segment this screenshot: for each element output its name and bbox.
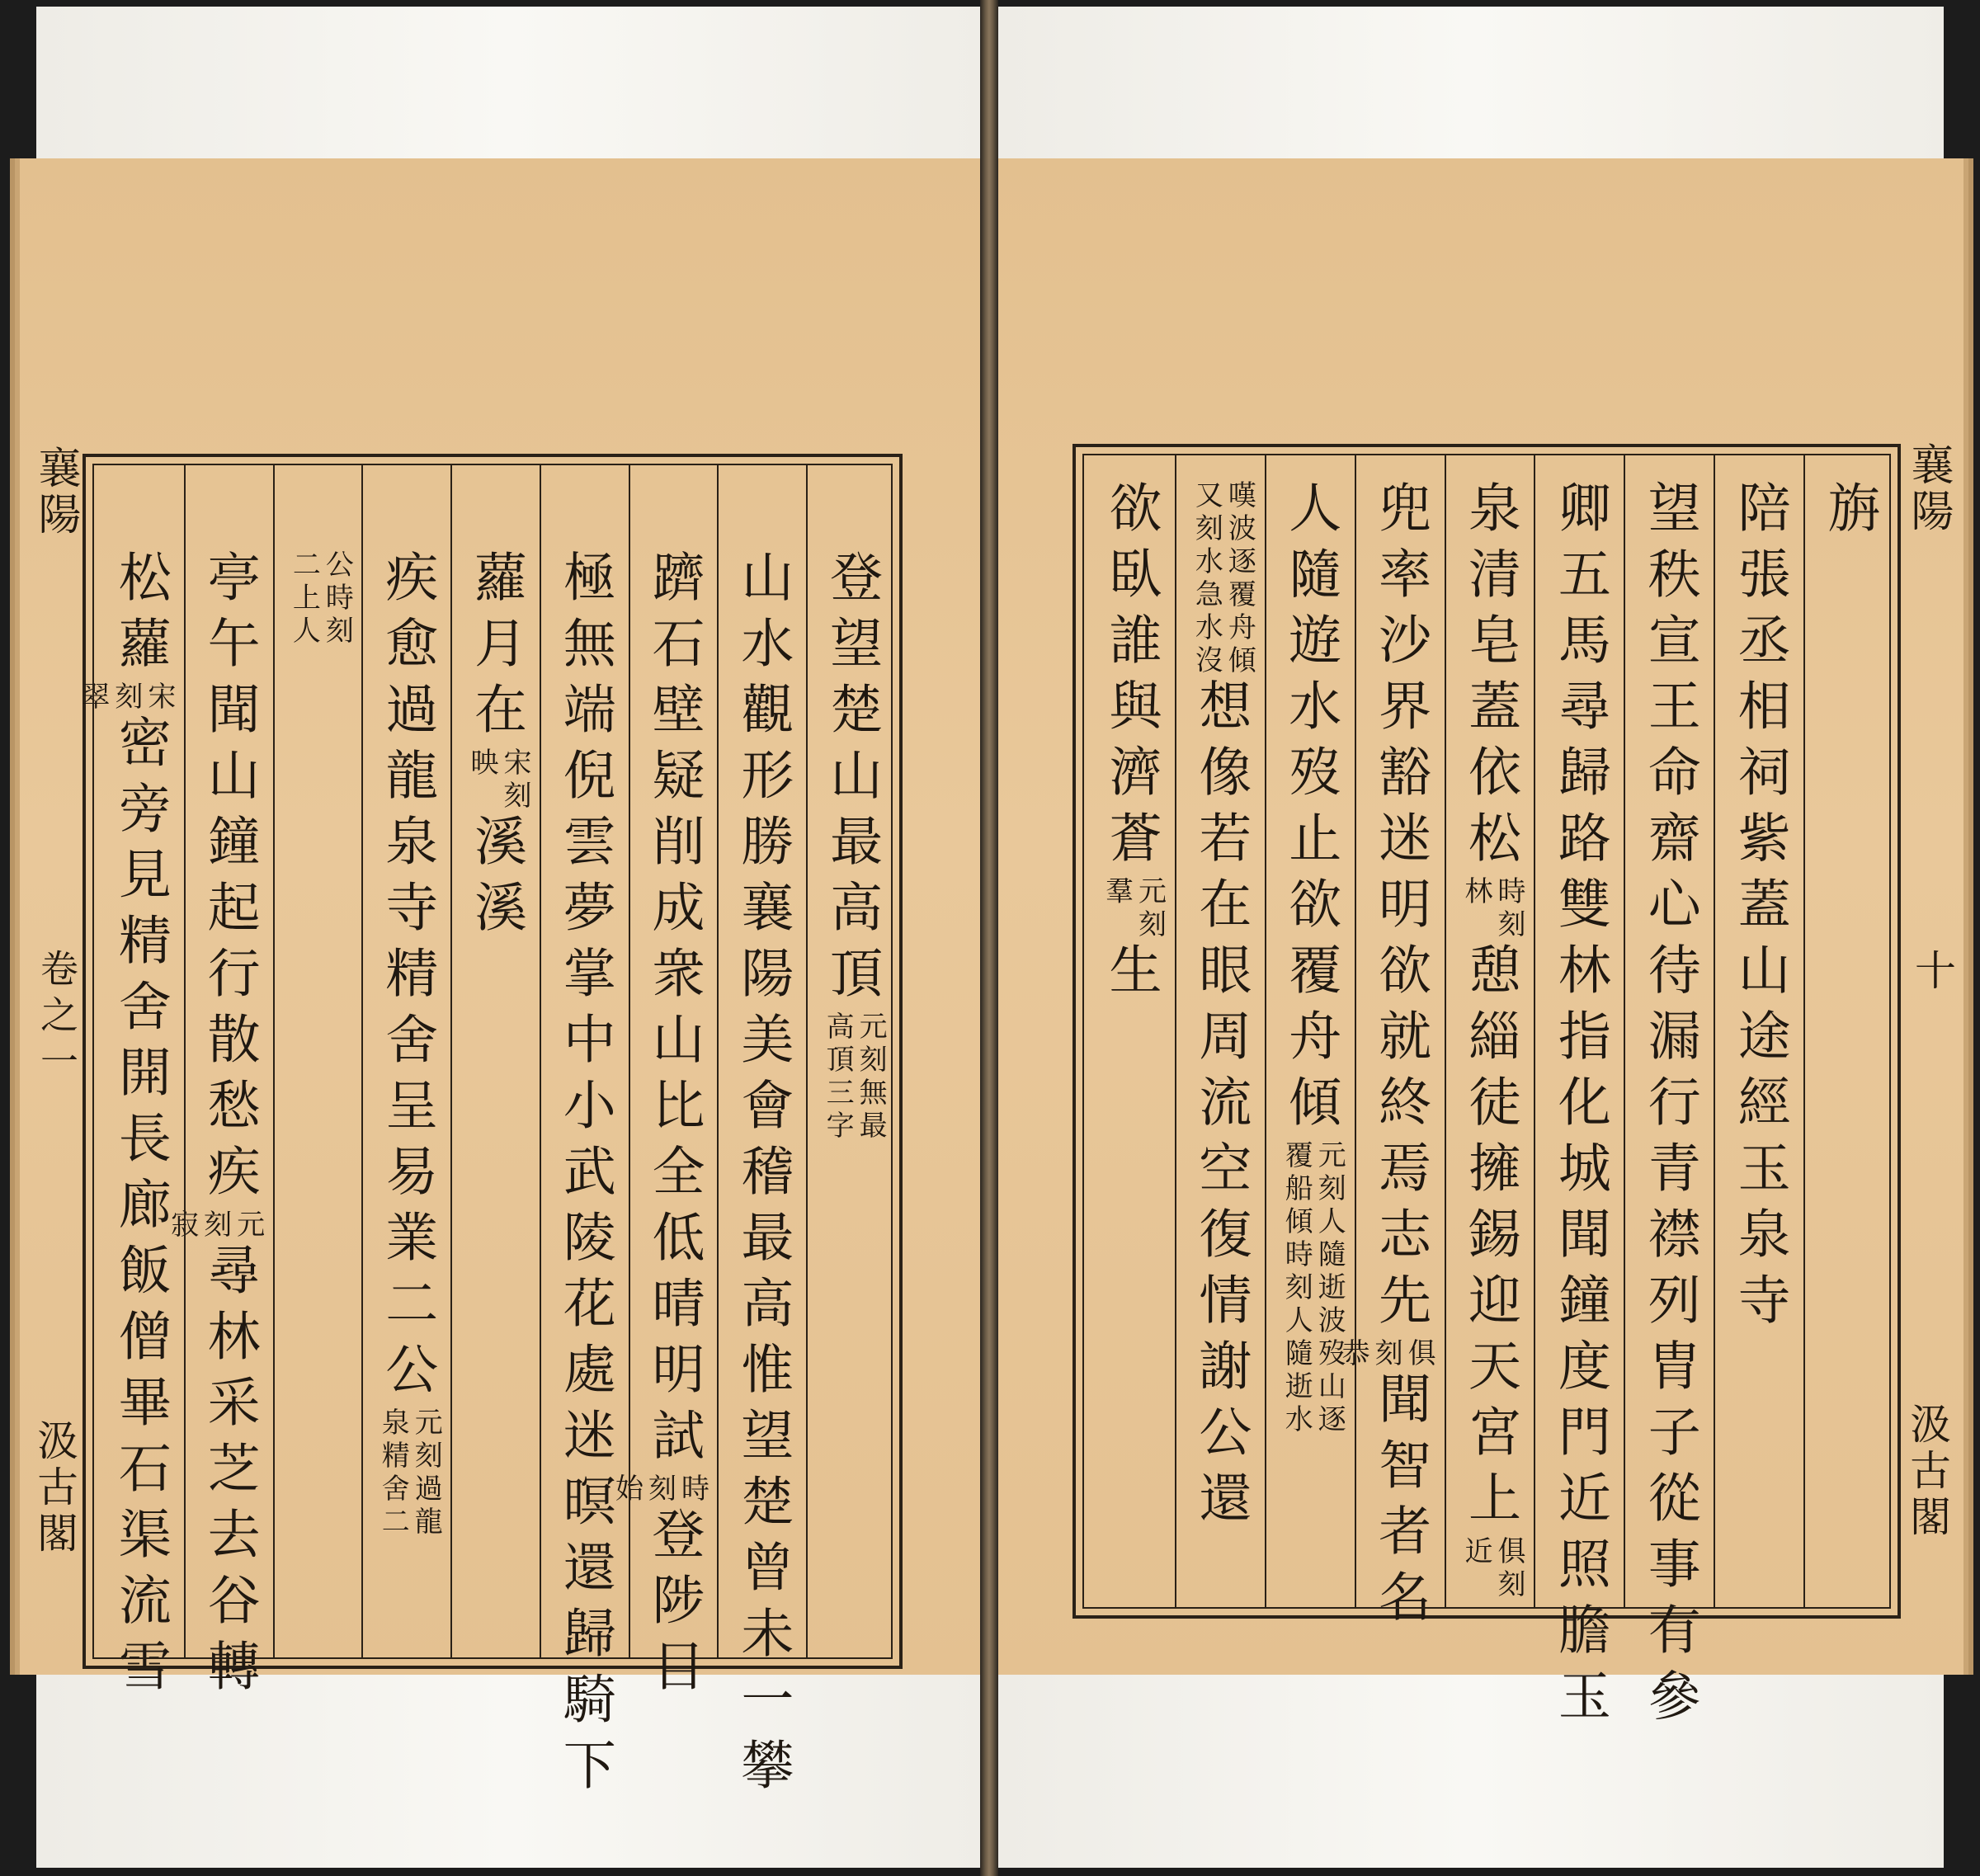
column-rule [184,465,186,1657]
annotation-text: 公時刻二上人 [287,549,354,648]
right-margin-leaf: 十 [1908,949,1956,990]
text-column [362,457,451,1666]
main-text: 躋石壁疑削成衆山比全低晴明試 [643,549,705,1473]
main-text: 陪張丞相祠紫蓋山途經玉泉寺 [1728,480,1790,1338]
column-rule [1534,455,1535,1607]
column-rule [1714,455,1715,1607]
right-margin-title: 襄陽 [1903,442,1953,535]
main-text: 登望楚山最高頂 [821,549,883,1011]
text-column [1086,447,1176,1615]
text-column [274,457,363,1666]
text-column [610,457,719,1704]
main-text: 望秩宣王命齋心待漏行青襟列胄子從事有參 [1638,480,1700,1734]
main-text: 生 [1100,942,1162,1008]
text-column [1534,447,1624,1734]
main-text: 聞智者名 [1370,1371,1431,1635]
annotation-text: 元刻過龍泉精舍二 [376,1407,443,1539]
annotation-text: 宋刻翠 [76,681,176,714]
annotation-text: 宋刻映 [464,747,531,813]
annotation-text: 元刻寂 [165,1209,265,1242]
column-rule [629,465,630,1657]
main-text: 卿五馬尋歸路雙林指化城聞鐘度門近照膽玉 [1549,480,1610,1734]
text-column [1804,447,1894,1615]
column-rule [273,465,275,1657]
text-column [1445,447,1535,1615]
text-column [1336,447,1445,1635]
main-text: 溪溪 [464,813,526,945]
column-rule [717,465,719,1657]
text-column [807,457,896,1666]
right-text-block [1072,444,1901,1734]
main-text: 密旁見精舍開長廊飯僧畢石渠流雪 [109,714,171,1704]
main-text: 欲臥誰與濟蒼 [1100,480,1162,876]
annotation-text: 嘆波逐覆舟傾又刻水急水沒 [1190,480,1256,678]
column-rule [1355,455,1356,1607]
main-text: 山水觀形勝襄陽美會稽最高惟望楚曾未一攀 [732,549,794,1803]
book-gutter [980,0,998,1876]
main-text: 蘿月在 [464,549,526,747]
text-column [1624,447,1714,1734]
column-rule [1624,455,1625,1607]
text-column [1266,447,1355,1615]
text-column [718,457,807,1803]
right-margin-publisher: 汲古閣 [1903,1402,1951,1541]
main-text: 亭午聞山鐘起行散愁疾 [198,549,260,1209]
main-text: 極無端倪雲夢掌中小武陵花處迷暝還歸騎下 [554,549,615,1803]
main-text: 旃 [1818,480,1880,546]
text-column [451,457,540,1666]
text-column [76,457,185,1704]
annotation-text: 元刻人隨逝波歿山逐覆船傾時刻人隨逝水 [1280,1140,1346,1437]
left-margin-publisher: 汲古閣 [31,1419,78,1558]
main-text: 尋林采芝去谷轉 [198,1242,260,1704]
column-rule [1175,455,1176,1607]
column-rule [450,465,452,1657]
main-text: 登陟目 [643,1506,705,1704]
annotation-text: 俱刻恭 [1336,1338,1436,1371]
main-text: 泉清皂蓋依松 [1459,480,1520,876]
annotation-text: 時刻始 [610,1473,710,1506]
text-column [540,457,629,1803]
column-rule [1265,455,1266,1607]
column-rule [1445,455,1446,1607]
main-text: 疾愈過龍泉寺精舍呈易業二公 [376,549,438,1407]
main-text: 憩緇徒擁錫迎天宮上 [1459,942,1520,1536]
annotation-text: 元刻無最高頂三字 [821,1011,888,1143]
text-column [1714,447,1804,1615]
annotation-text: 時刻林 [1459,876,1525,942]
column-rule [540,465,541,1657]
main-text: 兜率沙界豁迷明欲就終焉志先 [1370,480,1431,1338]
column-rule [806,465,808,1657]
main-text: 人隨遊水歿止欲覆舟傾 [1280,480,1341,1140]
column-rule [1803,455,1805,1607]
text-column [165,457,274,1704]
main-text: 想像若在眼周流空復情謝公還 [1190,678,1252,1536]
text-column [1176,447,1266,1615]
column-rule [361,465,363,1657]
main-text: 松蘿 [109,549,171,681]
annotation-text: 元刻羣 [1100,876,1167,942]
annotation-text: 俱刻近 [1459,1536,1525,1602]
left-margin-volume: 卷之一 [35,949,79,1087]
left-text-block [76,454,903,1803]
left-margin-title: 襄陽 [31,445,80,538]
